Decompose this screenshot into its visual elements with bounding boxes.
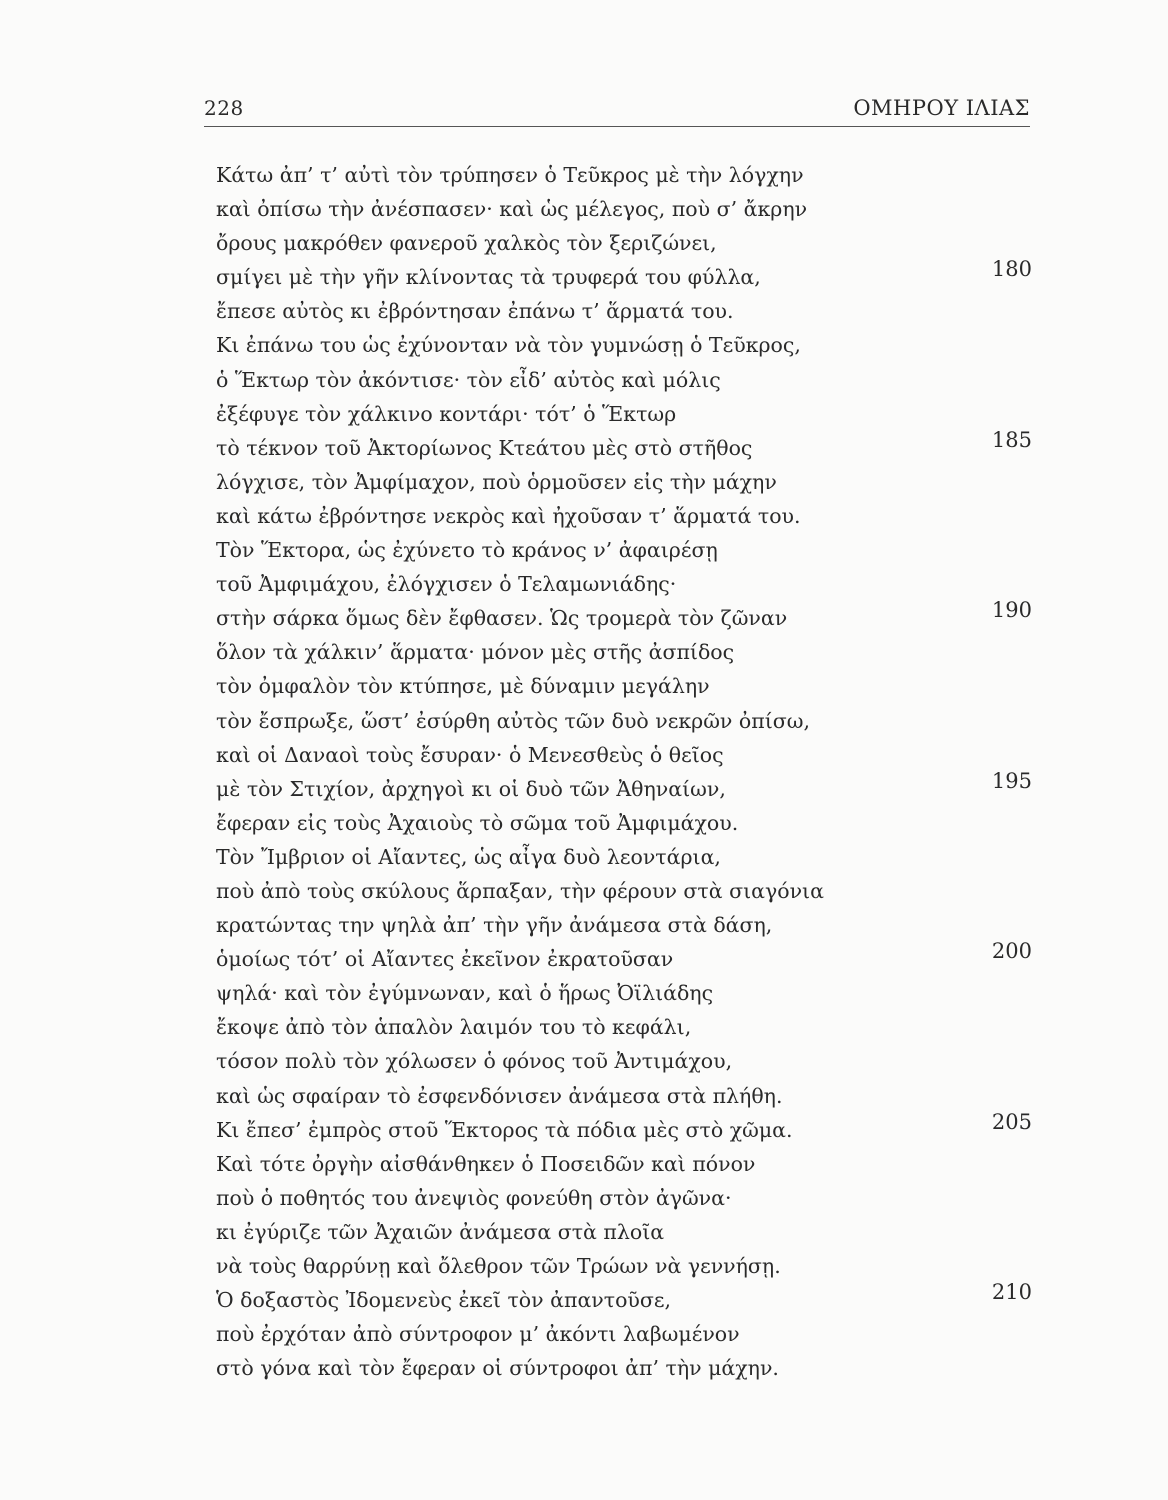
verse-text: Τὸν Ἴμβριον οἱ Αἴαντες, ὡς αἶγα δυὸ λεοντάρια, — [216, 844, 721, 869]
verse-text: ποὺ ἐρχόταν ἀπὸ σύντροφον μ’ ἀκόντι λαβωμένον — [216, 1322, 740, 1347]
line-number: 210 — [991, 1280, 1032, 1305]
verse-text: μὲ τὸν Στιχίον, ἀρχηγοὶ κι οἱ δυὸ τῶν Ἀθηναίων, — [216, 776, 726, 801]
page-header — [204, 96, 1030, 126]
verse-line — [216, 768, 1036, 806]
verse-line — [216, 908, 1036, 942]
verse-line — [216, 1351, 1036, 1385]
verse-text: καὶ ὀπίσω τὴν ἀνέσπασεν· καὶ ὡς μέλεγος, ποὺ σ’ ἄκρην — [216, 197, 808, 222]
running-title: ΟΜΗΡΟΥ ΙΛΙΑΣ — [853, 96, 1030, 120]
verse-line — [216, 1215, 1036, 1249]
verse-line — [216, 598, 1036, 635]
verse-line — [216, 976, 1036, 1010]
verse-line — [216, 1010, 1036, 1044]
verse-line — [216, 294, 1036, 328]
verse-line — [216, 1109, 1036, 1147]
verse-text: κι ἐγύριζε τῶν Ἀχαιῶν ἀνάμεσα στὰ πλοῖα — [216, 1219, 665, 1244]
verse-line — [216, 158, 1036, 192]
line-number: 200 — [991, 939, 1032, 964]
verse-line — [216, 257, 1036, 294]
verse-text: τόσον πολὺ τὸν χόλωσεν ὁ φόνος τοῦ Ἀντιμάχου, — [216, 1049, 733, 1074]
verse-text: στὸ γόνα καὶ τὸν ἔφεραν οἱ σύντροφοι ἀπ’ τὴν μάχην. — [216, 1356, 779, 1381]
verse-text: ποὺ ἀπὸ τοὺς σκύλους ἅρπαξαν, τὴν φέρουν στὰ σιαγόνια — [216, 878, 824, 903]
line-number: 195 — [991, 768, 1032, 793]
line-number: 185 — [991, 427, 1032, 452]
verse-line — [216, 1280, 1036, 1317]
verse-text: Ὁ δοξαστὸς Ἰδομενεὺς ἐκεῖ τὸν ἀπαντοῦσε, — [216, 1288, 672, 1313]
verse-line — [216, 226, 1036, 260]
verse-text: Κι ἐπάνω του ὡς ἐχύνονταν νὰ τὸν γυμνώσῃ ὁ Τεῦκρος, — [216, 333, 801, 358]
verse-text: κρατώντας την ψηλὰ ἀπ’ τὴν γῆν ἀνάμεσα στὰ δάση, — [216, 913, 773, 938]
verse-line — [216, 704, 1036, 738]
verse-text: ἐξέφυγε τὸν χάλκινο κοντάρι· τότ’ ὁ Ἕκτωρ — [216, 401, 677, 426]
line-number: 205 — [991, 1109, 1032, 1134]
verse-text: ὄρους μακρόθεν φανεροῦ χαλκὸς τὸν ξεριζώνει, — [216, 231, 717, 256]
verse-line — [216, 840, 1036, 874]
verse-line — [216, 427, 1036, 465]
line-number: 190 — [991, 598, 1032, 623]
verse-text: ἔφεραν εἰς τοὺς Ἀχαιοὺς τὸ σῶμα τοῦ Ἀμφιμάχου. — [216, 810, 739, 835]
header-rule — [204, 126, 1030, 127]
verse-line — [216, 465, 1036, 499]
verse-line — [216, 363, 1036, 397]
verse-text: Κάτω ἀπ’ τ’ αὐτὶ τὸν τρύπησεν ὁ Τεῦκρος μὲ τὴν λόγχην — [216, 163, 804, 187]
verse-line — [216, 1317, 1036, 1351]
verse-line — [216, 669, 1036, 703]
verse-text: καὶ οἱ Δαναοὶ τοὺς ἔσυραν· ὁ Μενεσθεὺς ὁ θεῖος — [216, 742, 724, 767]
verse-text: ὅλον τὰ χάλκιν’ ἅρματα· μόνον μὲς στῆς ἀσπίδος — [216, 640, 735, 665]
verse-text: τοῦ Ἀμφιμάχου, ἐλόγχισεν ὁ Τελαμωνιάδης· — [216, 572, 677, 597]
verse-text: ποὺ ὁ ποθητός του ἀνεψιὸς φονεύθη στὸν ἀγῶνα· — [216, 1185, 732, 1210]
line-number: 180 — [991, 257, 1032, 282]
verse-line — [216, 1249, 1036, 1283]
verse-text: ἔκοψε ἀπὸ τὸν ἁπαλὸν λαιμόν του τὸ κεφάλι, — [216, 1015, 692, 1040]
verse-text: καὶ κάτω ἐβρόντησε νεκρὸς καὶ ἠχοῦσαν τ’ ἅρματά του. — [216, 503, 801, 528]
verse-text: σμίγει μὲ τὴν γῆν κλίνοντας τὰ τρυφερά του φύλλα, — [216, 265, 761, 290]
verse-line — [216, 1079, 1036, 1113]
verse-text: Κι ἔπεσ’ ἐμπρὸς στοῦ Ἕκτορος τὰ πόδια μὲς στὸ χῶμα. — [216, 1117, 793, 1142]
verse-line — [216, 397, 1036, 431]
verse-text: ὁμοίως τότ’ οἱ Αἴαντες ἐκεῖνον ἐκρατοῦσαν — [216, 947, 674, 972]
verse-line — [216, 806, 1036, 840]
verse-line — [216, 1181, 1036, 1215]
verse-line — [216, 328, 1036, 362]
verse-text: τὸν ἔσπρωξε, ὥστ’ ἐσύρθη αὐτὸς τῶν δυὸ νεκρῶν ὀπίσω, — [216, 708, 810, 733]
verse-block — [216, 158, 1036, 1385]
verse-line — [216, 1147, 1036, 1181]
verse-line — [216, 874, 1036, 908]
verse-line — [216, 533, 1036, 567]
verse-text: τὸ τέκνον τοῦ Ἀκτορίωνος Κτεάτου μὲς στὸ στῆθος — [216, 435, 753, 460]
verse-line — [216, 738, 1036, 772]
verse-line — [216, 567, 1036, 601]
verse-text: Καὶ τότε ὀργὴν αἰσθάνθηκεν ὁ Ποσειδῶν καὶ πόνον — [216, 1151, 756, 1176]
verse-text: Τὸν Ἕκτορα, ὡς ἐχύνετο τὸ κράνος ν’ ἀφαιρέσῃ — [216, 538, 718, 563]
verse-text: λόγχισε, τὸν Ἀμφίμαχον, ποὺ ὁρμοῦσεν εἰς τὴν μάχην — [216, 469, 777, 494]
page-number: 228 — [204, 96, 244, 120]
verse-line — [216, 192, 1036, 226]
verse-text: ἔπεσε αὐτὸς κι ἐβρόντησαν ἐπάνω τ’ ἅρματά του. — [216, 299, 734, 324]
verse-text: ψηλά· καὶ τὸν ἐγύμνωναν, καὶ ὁ ἥρως Ὀϊλιάδης — [216, 981, 714, 1006]
verse-line — [216, 635, 1036, 669]
verse-text: νὰ τοὺς θαρρύνῃ καὶ ὄλεθρον τῶν Τρώων νὰ γεννήσῃ. — [216, 1254, 781, 1278]
verse-line — [216, 1044, 1036, 1078]
verse-line — [216, 499, 1036, 533]
verse-text: στὴν σάρκα ὅμως δὲν ἔφθασεν. Ὡς τρομερὰ τὸν ζῶναν — [216, 606, 788, 631]
verse-text: καὶ ὡς σφαίραν τὸ ἐσφενδόνισεν ἀνάμεσα στὰ πλήθη. — [216, 1083, 783, 1108]
verse-line — [216, 939, 1036, 976]
verse-text: ὁ Ἕκτωρ τὸν ἀκόντισε· τὸν εἶδ’ αὐτὸς καὶ μόλις — [216, 367, 721, 392]
verse-text: τὸν ὀμφαλὸν τὸν κτύπησε, μὲ δύναμιν μεγάλην — [216, 674, 710, 699]
